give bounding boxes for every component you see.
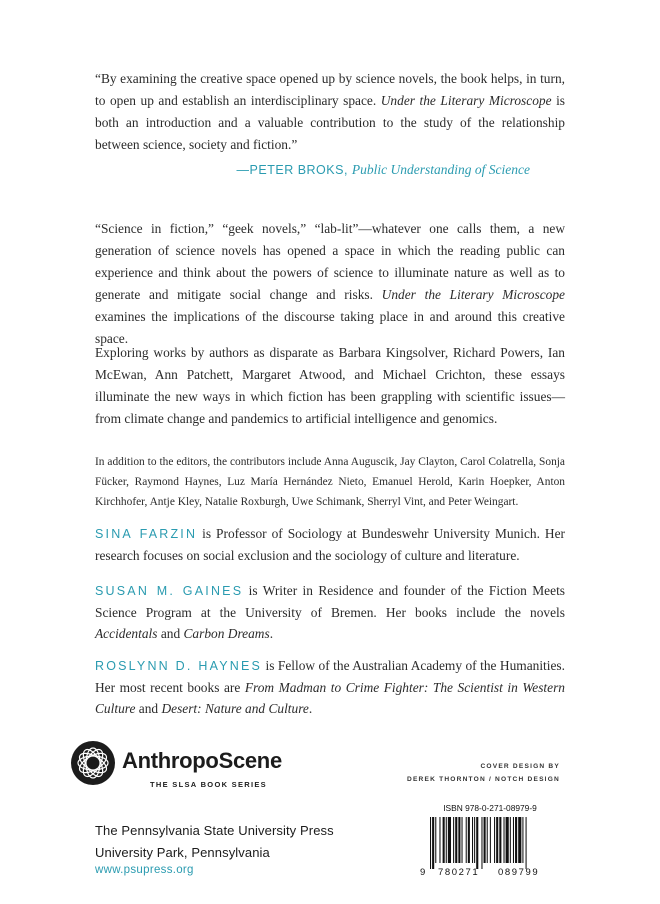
description-text-end: examines the implications of the discourse taking place in and around this creative space.: [95, 309, 565, 346]
barcode-bar: [443, 817, 445, 863]
publisher-name: The Pennsylvania State University Press: [95, 823, 334, 838]
quote-text-end: is both an introduction and a valuable contribution to the study of the relationship between science, society and fiction.”: [95, 93, 566, 152]
barcode-bar: [430, 817, 431, 869]
isbn-barcode: [420, 803, 560, 881]
endorsement-quote: [95, 68, 565, 156]
description-text: “Science in fiction,” “geek novels,” “lab-lit”—whatever one calls them, a new generation of science novels has opened a space in which the reading public can experience and think about the powers of science to illuminate nature as well as to generate and mitigate social change and risks.: [95, 221, 565, 302]
barcode-bar: [481, 817, 482, 869]
barcode-digit-first: 9: [420, 867, 426, 878]
barcode-bar: [484, 817, 486, 863]
barcode-bar: [506, 817, 509, 863]
barcode-bar: [453, 817, 454, 863]
bio-text: is Professor of Sociology at Bundeswehr University Munich. Her research focuses on social exclusion and the sociology of culture and literature.: [95, 526, 565, 563]
barcode-bar: [455, 817, 457, 863]
bio-text: is Fellow of the Australian Academy of the Humanities. Her most recent books are: [95, 658, 565, 695]
barcode-bar: [466, 817, 467, 863]
bio-roslynn-haynes: [95, 655, 565, 719]
barcode-bar: [435, 817, 436, 863]
barcode-bar: [487, 817, 488, 863]
quote-attribution: [95, 162, 565, 178]
barcode-bar: [458, 817, 460, 863]
barcode-bar: [513, 817, 514, 863]
barcode-bar: [432, 817, 434, 869]
cover-credit: [407, 760, 560, 786]
publisher-url[interactable]: www.psupress.org: [95, 864, 194, 876]
quote-book-title: Under the Literary Microscope: [380, 93, 552, 108]
cover-credit-label: COVER DESIGN BY: [480, 763, 560, 770]
barcode-bar: [496, 817, 498, 863]
bio-text: is Writer in Residence and founder of the Fiction Meets Science Program at the University of Bremen. Her books include the novels: [95, 583, 565, 620]
barcode-digits-left: 780271: [438, 867, 480, 878]
anthroposcene-logo-icon: [70, 740, 116, 786]
publisher-location: University Park, Pennsylvania: [95, 845, 270, 860]
bio-text: and: [157, 626, 184, 641]
barcode-bar: [518, 817, 521, 863]
barcode-graphic: [428, 817, 552, 869]
bio-book: Carbon Dreams: [183, 626, 270, 641]
bio-name: SUSAN M. GAINES: [95, 584, 244, 598]
barcode-bar: [526, 817, 527, 869]
description-paragraph-1: [95, 218, 565, 350]
series-subtitle: THE SLSA BOOK SERIES: [150, 780, 267, 789]
bio-text: .: [308, 701, 313, 716]
barcode-bar: [476, 817, 478, 869]
barcode-bar: [499, 817, 501, 863]
isbn-number: ISBN 978-0-271-08979-9: [443, 803, 537, 813]
bio-sina-farzin: [95, 523, 565, 566]
bio-text: .: [269, 626, 274, 641]
barcode-bar: [490, 817, 491, 863]
bio-book: Desert: Nature and Culture: [161, 701, 309, 716]
contributors-list: In addition to the editors, the contributors include Anna Auguscik, Jay Clayton, Carol Colatrella, Sonja Fücker, Raymond Haynes, Luz María Hernández Nieto, Emanuel Herold, Karin Hoepker, Anton Kirchhofer, Antje Kley, Natalie Roxburgh, Uwe Schimank, Sherryl Vint, and Peter Weingart.: [95, 456, 565, 508]
barcode-bar: [474, 817, 475, 863]
quote-author: —PETER BROKS,: [236, 163, 352, 177]
quote-text: “By examining the creative space opened up by science novels, the book helps, in turn, to open up and establish an interdisciplinary space.: [95, 71, 565, 108]
barcode-bar: [522, 817, 523, 863]
barcode-bar: [515, 817, 517, 863]
description-paragraph-2: [95, 342, 565, 430]
barcode-bar: [446, 817, 447, 863]
barcode-bar: [472, 817, 473, 863]
quote-source: Public Understanding of Science: [351, 162, 530, 177]
bio-name: SINA FARZIN: [95, 527, 198, 541]
barcode-bar: [439, 817, 440, 863]
barcode-bar: [468, 817, 470, 863]
description-book-title: Under the Literary Microscope: [381, 287, 565, 302]
barcode-digits-right: 089799: [498, 867, 540, 878]
barcode-bar: [448, 817, 451, 863]
bio-book: Accidentals: [95, 626, 158, 641]
bio-susan-gaines: [95, 580, 565, 644]
bio-text: and: [135, 701, 162, 716]
series-logo: [70, 740, 290, 800]
bio-book: From Madman to Crime Fighter: The Scientist in Western Culture: [95, 680, 565, 716]
barcode-bar: [462, 817, 463, 863]
series-title: AnthropoScene: [122, 748, 282, 773]
description-text-2: Exploring works by authors as disparate as Barbara Kingsolver, Richard Powers, Ian McEwan, Ann Patchett, Margaret Atwood, and Michael Crichton, these essays illuminate the new ways in which fiction has been grappling with scientific issues—from climate change and pandemics to artificial intelligence and genomics.: [95, 345, 565, 426]
bio-name: ROSLYNN D. HAYNES: [95, 659, 263, 673]
cover-credit-designer: DEREK THORNTON / NOTCH DESIGN: [406, 776, 560, 783]
barcode-bar: [510, 817, 511, 863]
publisher-info: [95, 820, 334, 864]
barcode-bar: [504, 817, 505, 863]
barcode-bar: [494, 817, 495, 863]
